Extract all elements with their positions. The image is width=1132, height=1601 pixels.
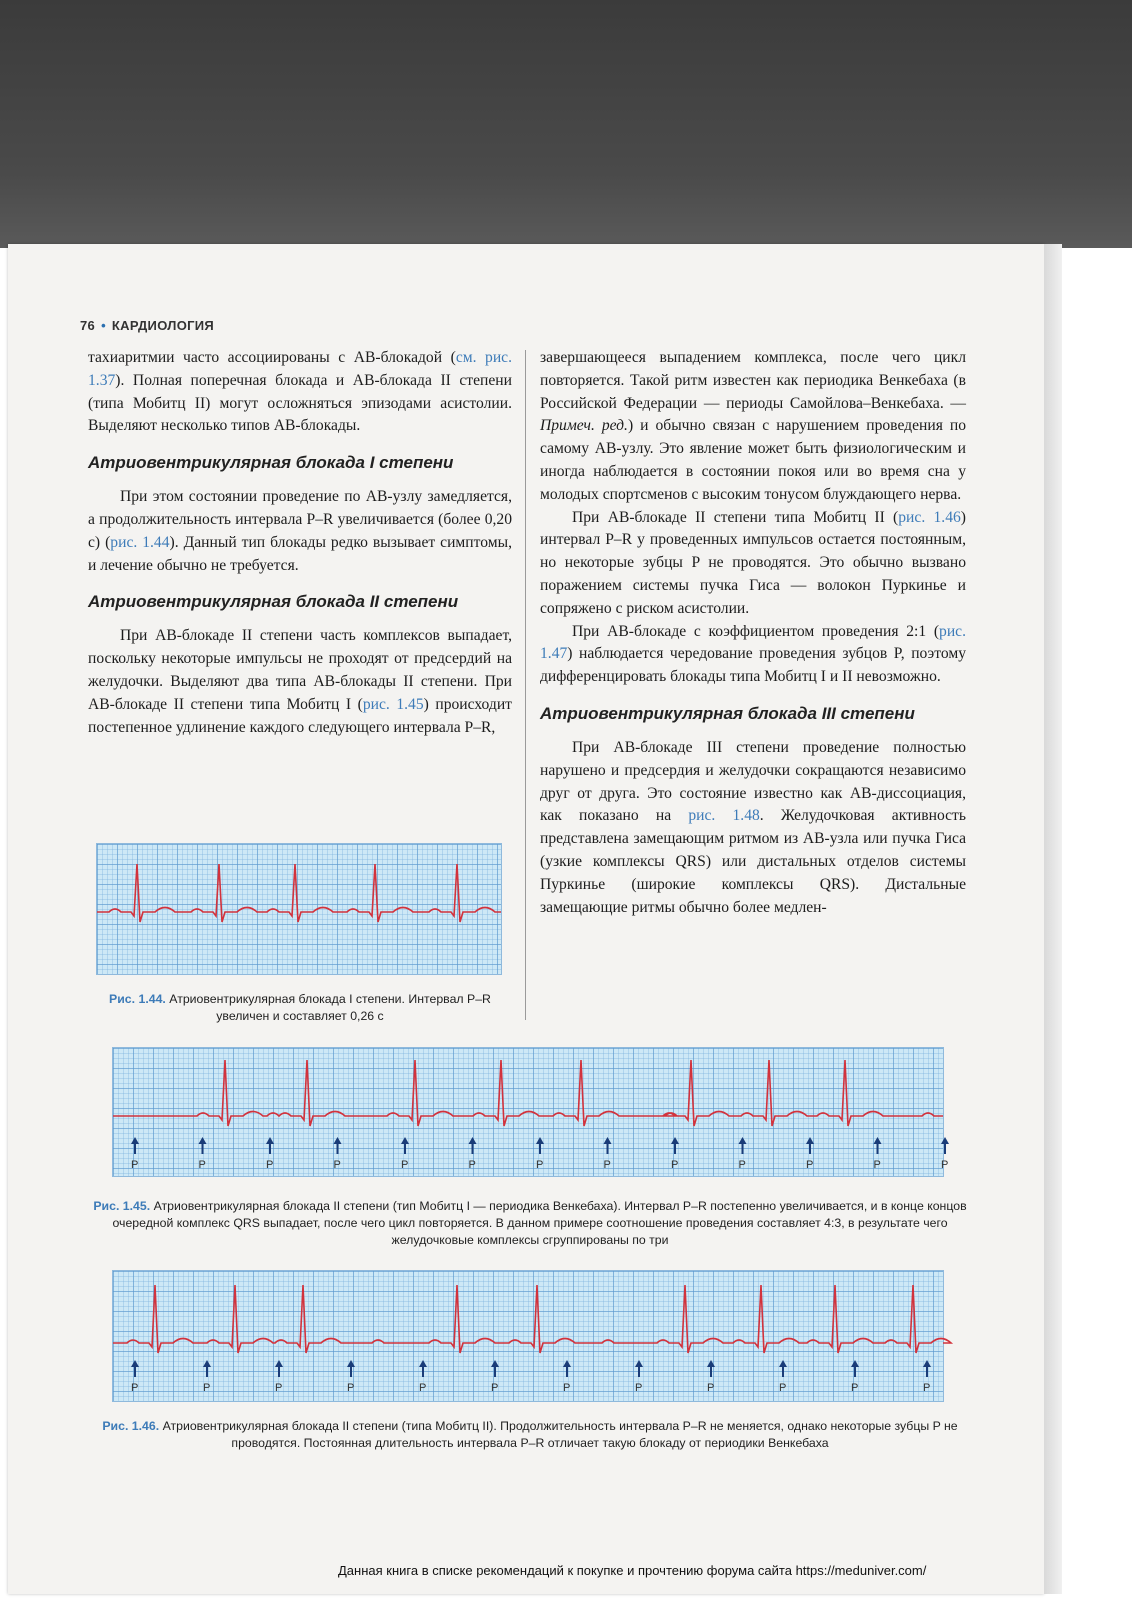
ecg-trace-svg [97,844,501,974]
column-divider [525,350,526,1020]
footer-note: Данная книга в списке рекомендаций к покупке и прочтению форума сайта https://meduniver.com/ [338,1563,927,1578]
p-wave-label: P [707,1382,715,1394]
ecg-strip-fig-1-46 [112,1270,944,1402]
figure-reference-link[interactable]: см. рис. 1.37 [88,349,512,389]
figure-label: Рис. 1.46. [102,1419,160,1433]
p-wave-label: P [401,1159,409,1171]
p-wave-label: P [347,1382,355,1394]
p-wave-label: P [806,1159,814,1171]
paragraph: завершающееся выпадением комплекса, после чего цикл повторяется. Такой ритм известен как периодика Венкебаха (в Российской Федерации — периоды Самойлова–Венкебаха. — Примеч. ред.) и обычно связан с нарушением проведения по самому АВ-узлу. Это явление может быть физиологическим и иногда наблюдается в состоянии покоя или во время сна у молодых спортсменов с высоким тонусом блуждающего нерва. [540,349,967,503]
caption-text: Атриовентрикулярная блокада I степени. Интервал P–R увеличен и составляет 0,26 с [169,992,491,1023]
section-heading-av1: Атриовентрикулярная блокада I степени [88,453,454,473]
page-edge [1044,244,1062,1594]
figure-caption-1-44 [90,991,510,1025]
figure-label: Рис. 1.45. [93,1199,151,1213]
arrow-head-icon [266,1137,274,1144]
p-wave-label: P [671,1159,679,1171]
arrow-head-icon [131,1137,139,1144]
ecg-strip-fig-1-45 [112,1047,949,1177]
figure-caption-1-45 [90,1198,970,1249]
arrow-head-icon [851,1360,859,1367]
p-wave-label: P [266,1159,274,1171]
p-wave-label: P [779,1382,787,1394]
arrow-head-icon [874,1137,882,1144]
caption-text: Атриовентрикулярная блокада II степени (тип Мобитц I — периодика Венкебаха). Интервал P–R постепенно увеличивается, и в конце концов очередной комплекс QRS выпадает, после чего цикл повторяется. В данном примере соотношение проведения составляет 4:3, в результате чего желудочковые комплексы сгруппированы по три [112,1199,967,1247]
figure-reference-link[interactable]: рис. 1.44 [110,533,170,551]
ecg-trace-svg [113,1271,943,1401]
section-title: КАРДИОЛОГИЯ [111,318,215,333]
figure-reference-link[interactable]: рис. 1.46 [898,508,961,526]
running-head [80,318,214,333]
paragraph: При этом состоянии проведение по АВ-узлу замедляется, а продолжительность интервала P–R увеличивается (более 0,20 с) (рис. 1.44). Данный тип блокады редко вызывает симптомы, и лечение обычно не требуется. [88,488,512,574]
ecg-trace [113,1060,943,1126]
paragraph: тахиаритмии часто ассоциированы с АВ-блокадой (см. рис. 1.37). Полная поперечная блокада и АВ-блокада II степени (типа Мобитц II) могут осложняться эпизодами асистолии. Выделяют несколько типов АВ-блокады. [88,349,512,435]
paragraph: При АВ-блокаде III степени проведение полностью нарушено и предсердия и желудочки сокращаются независимо друг от друга. Это состояние известно как АВ-диссоциация, как показано на рис. 1.48. Желудочковая активность представлена замещающим ритмом из АВ-узла или пучка Гиса (узкие комплексы QRS) или дистальных отделов системы Пуркинье (широкие комплексы QRS). Дистальные замещающие ритмы обычно более медлен- [540,738,966,916]
p-wave-label: P [275,1382,283,1394]
p-wave-label: P [873,1159,881,1171]
head-separator: • [101,318,106,333]
p-wave-label: P [203,1382,211,1394]
arrow-head-icon [671,1137,679,1144]
left-column [88,347,512,739]
arrow-head-icon [131,1360,139,1367]
editor-note: Примеч. ред. [540,417,628,435]
ecg-trace-svg [113,1048,949,1176]
arrow-head-icon [401,1137,409,1144]
arrow-head-icon [739,1137,747,1144]
p-wave-label: P [198,1159,206,1171]
right-column [540,347,966,919]
arrow-head-icon [334,1137,342,1144]
section-heading-av3: Атриовентрикулярная блокада III степени [540,703,915,723]
caption-text: Атриовентрикулярная блокада II степени (типа Мобитц II). Продолжительность интервала P–R не меняется, однако некоторые зубцы P не проводятся. Постоянная длительность интервала P–R отличает такую блокаду от периодики Венкебаха [162,1419,958,1450]
arrow-head-icon [806,1137,814,1144]
figure-reference-link[interactable]: рис. 1.48 [688,807,760,825]
figure-caption-1-46 [90,1418,970,1452]
p-wave-label: P [536,1159,544,1171]
arrow-head-icon [536,1137,544,1144]
arrow-head-icon [275,1360,283,1367]
page-number: 76 [80,318,96,333]
p-wave-label: P [941,1159,949,1171]
paragraph: При АВ-блокаде II степени часть комплексов выпадает, поскольку некоторые импульсы не проходят от предсердий на желудочки. Выделяют два типа АВ-блокады II степени. При АВ-блокаде II степени типа Мобитц I (рис. 1.45) происходит постепенное удлинение каждого следующего интервала P–R, [88,627,512,736]
paragraph: При АВ-блокаде с коэффициентом проведения 2:1 (рис. 1.47) наблюдается чередование проведения зубцов P, поэтому дифференцировать блокады типа Мобитц I и II невозможно. [540,622,966,686]
p-wave-label: P [603,1159,611,1171]
arrow-head-icon [419,1360,427,1367]
arrow-head-icon [469,1137,477,1144]
arrow-head-icon [347,1360,355,1367]
ecg-strip-fig-1-44 [96,843,502,975]
arrow-head-icon [491,1360,499,1367]
p-wave-label: P [131,1159,139,1171]
scanner-dark-band [0,0,1132,248]
ecg-trace [97,864,501,922]
arrow-head-icon [563,1360,571,1367]
p-wave-label: P [923,1382,931,1394]
arrow-head-icon [199,1137,207,1144]
arrow-head-icon [604,1137,612,1144]
arrow-head-icon [707,1360,715,1367]
figure-label: Рис. 1.44. [109,992,166,1006]
paragraph: При АВ-блокаде II степени типа Мобитц II (рис. 1.46) интервал P–R у проведенных импульсов остается постоянным, но некоторые зубцы P не проводятся. Это обычно вызвано поражением системы пучка Гиса — волокон Пуркинье и сопряжено с риском асистолии. [540,508,966,617]
p-wave-label: P [333,1159,341,1171]
p-wave-label: P [491,1382,499,1394]
p-wave-label: P [468,1159,476,1171]
arrow-head-icon [923,1360,931,1367]
figure-reference-link[interactable]: рис. 1.47 [540,622,966,663]
p-wave-label: P [738,1159,746,1171]
p-wave-label: P [851,1382,859,1394]
arrow-head-icon [203,1360,211,1367]
p-wave-label: P [419,1382,427,1394]
arrow-head-icon [779,1360,787,1367]
p-wave-label: P [563,1382,571,1394]
arrow-head-icon [635,1360,643,1367]
figure-reference-link[interactable]: рис. 1.45 [362,695,424,713]
p-wave-label: P [131,1382,139,1394]
section-heading-av2: Атриовентрикулярная блокада II степени [88,592,459,612]
ecg-trace [113,1285,951,1353]
p-wave-label: P [635,1382,643,1394]
